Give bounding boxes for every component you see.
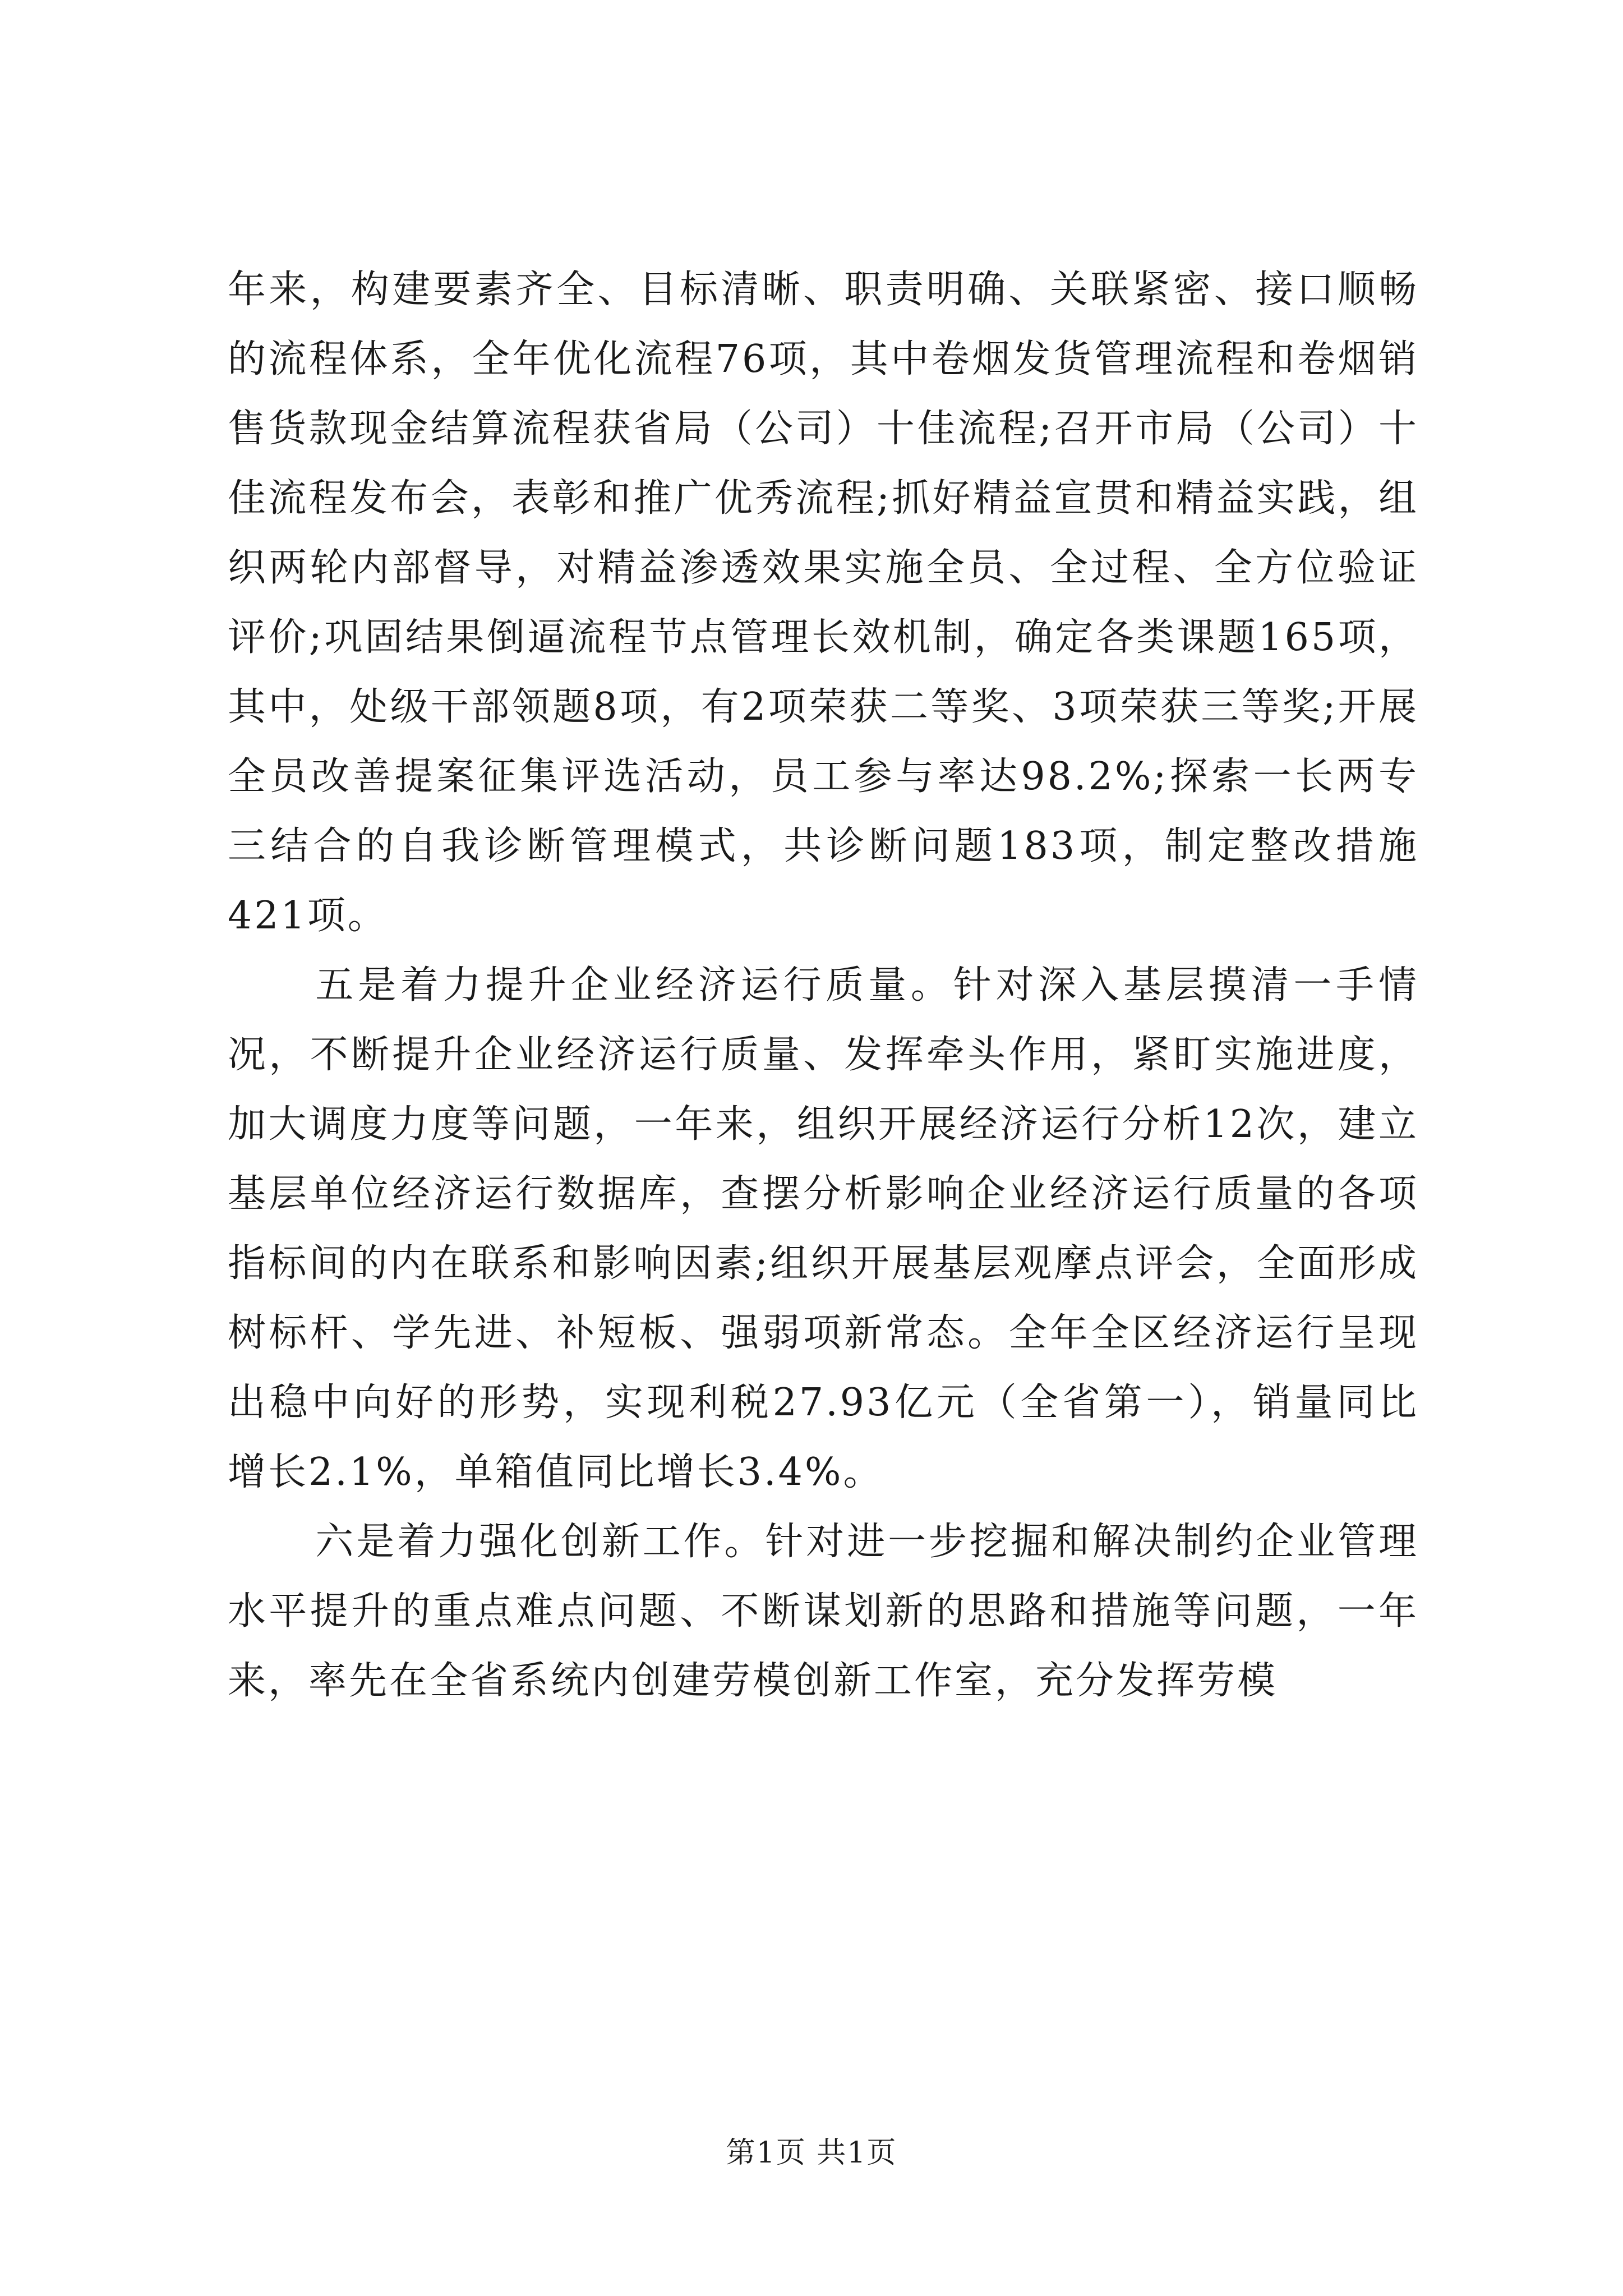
paragraph-economic-quality: 五是着力提升企业经济运行质量。针对深入基层摸清一手情况，不断提升企业经济运行质量、发挥牵头作用，紧盯实施进度，加大调度力度等问题，一年来，组织开展经济运行分析12次，建立基层单位经济运行数据库，查摆分析影响企业经济运行质量的各项指标间的内在联系和影响因素;组织开展基层观摩点评会，全面形成树标杆、学先进、补短板、强弱项新常态。全年全区经济运行呈现出稳中向好的形势，实现利税27.93亿元（全省第一），销量同比增长2.1%，单箱值同比增长3.4%。 bbox=[228, 963, 1419, 1494]
paragraph-innovation: 六是着力强化创新工作。针对进一步挖掘和解决制约企业管理水平提升的重点难点问题、不断谋划新的思路和措施等问题，一年来，率先在全省系统内创建劳模创新工作室，充分发挥劳模 bbox=[228, 1520, 1419, 1703]
page-number-footer: 第1页 共1页 bbox=[726, 2136, 897, 2170]
document-body bbox=[228, 255, 1419, 1716]
paragraph-continued: 年来，构建要素齐全、目标清晰、职责明确、关联紧密、接口顺畅的流程体系，全年优化流程76项，其中卷烟发货管理流程和卷烟销售货款现金结算流程获省局（公司）十佳流程;召开市局（公司）十佳流程发布会，表彰和推广优秀流程;抓好精益宣贯和精益实践，组织两轮内部督导，对精益渗透效果实施全员、全过程、全方位验证评价;巩固结果倒逼流程节点管理长效机制，确定各类课题165项，其中，处级干部领题8项，有2项荣获二等奖、3项荣获三等奖;开展全员改善提案征集评选活动，员工参与率达98.2%;探索一长两专三结合的自我诊断管理模式，共诊断问题183项，制定整改措施421项。 bbox=[228, 268, 1419, 938]
